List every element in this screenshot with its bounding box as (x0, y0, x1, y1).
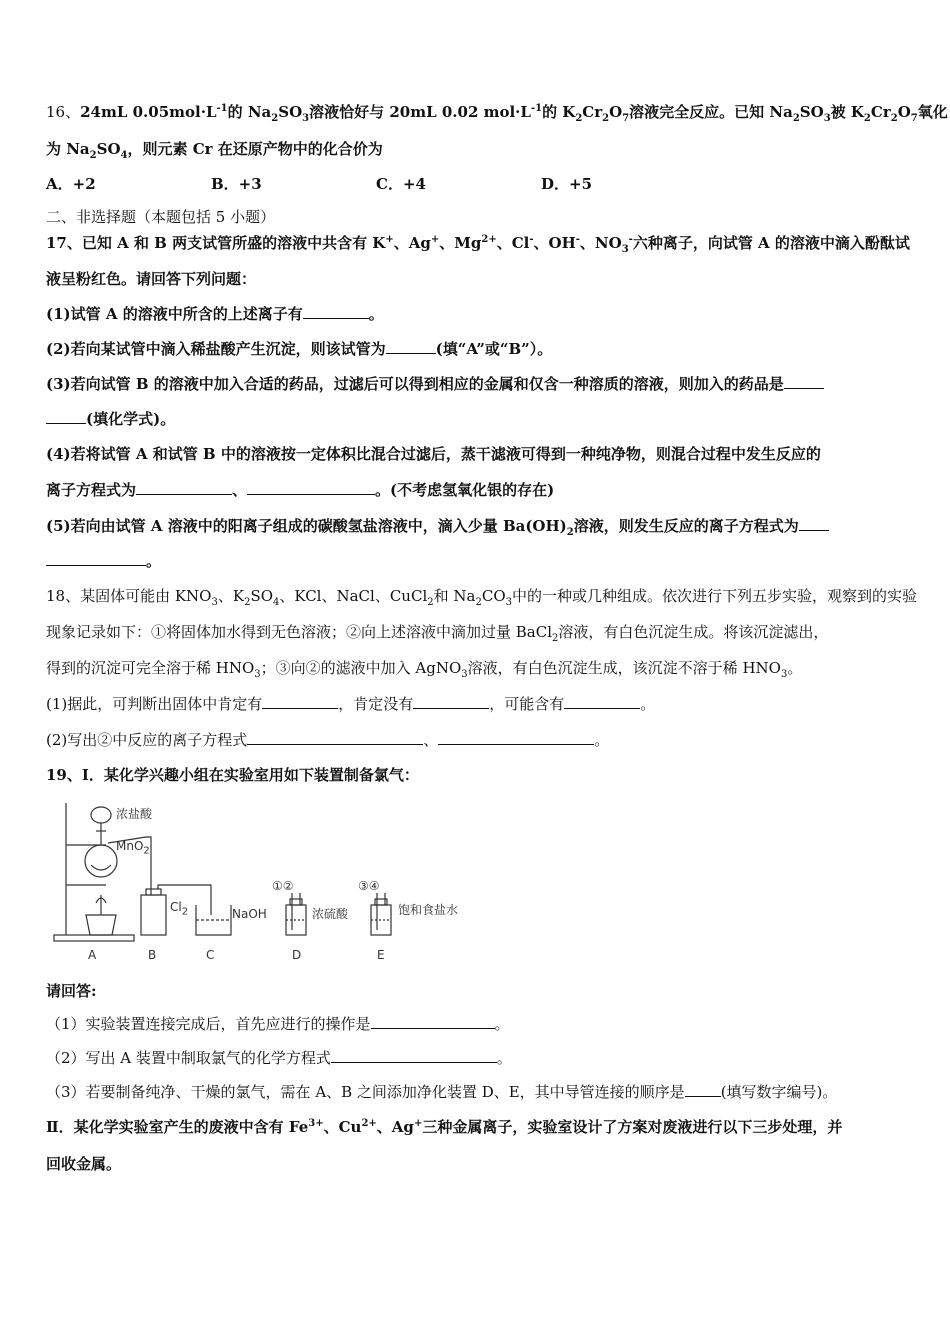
q18-line1: 18、某固体可能由 $KNO_3$、$K_2SO_4$、KCl、NaCl、CuCl$_2$和 $Na_2CO_3$中的一种或几种组成。依次进行下列五步实验，观察到的实验 (46, 587, 918, 608)
answer-blank[interactable] (262, 694, 338, 709)
q16-option-c: C．+4 (376, 175, 426, 193)
label-e-ports: ③④ (358, 879, 380, 893)
label-mno2: MnO$_2$ (116, 839, 150, 857)
q19-line1: 19、Ⅰ．某化学兴趣小组在实验室用如下装置制备氯气： (46, 766, 419, 784)
q17-part4-cont: 离子方程式为 、 。(不考虑氢氧化银的存在) (46, 481, 555, 499)
q17-part5: (5)若向由试管 A 溶液中的阳离子组成的碳酸氢盐溶液中，滴入少量 $Ba(OH)_2$溶液，则发生反应的离子方程式为 (46, 515, 906, 537)
q17-part2: (2)若向某试管中滴入稀盐酸产生沉淀，则该试管为 (填“A”或“B”）。 (46, 340, 553, 358)
label-a: A (88, 948, 97, 962)
q17-line1: 17、已知 A 和 B 两支试管所盛的溶液中共含有 K+、Ag+、$Mg^{2+}$、Cl-、OH-、$NO_3^-$六种离子，向试管 A 的溶液中滴入酚酞试 (46, 234, 910, 255)
label-cl2: $Cl_2$ (170, 900, 189, 918)
answer-blank[interactable] (438, 730, 594, 745)
answer-blank[interactable] (46, 551, 146, 566)
q19-ii-line2: 回收金属。 (46, 1155, 122, 1173)
answer-blank[interactable] (386, 339, 436, 354)
label-b: B (148, 948, 157, 962)
q19-ii-line1: Ⅱ．某化学实验室产生的废液中含有 $Fe^{3+}$、$Cu^{2+}$、Ag+三种金属离子，实验室设计了方案对废液进行以下三步处理，并 (46, 1118, 843, 1136)
q16-option-d: D．+5 (541, 175, 593, 193)
answer-blank[interactable] (46, 409, 86, 424)
answer-blank[interactable] (303, 304, 369, 319)
answer-blank[interactable] (799, 516, 829, 531)
section-heading: 二、非选择题（本题包括 5 小题） (46, 208, 276, 226)
answer-blank[interactable] (413, 694, 489, 709)
answer-blank[interactable] (247, 730, 423, 745)
answer-blank[interactable] (371, 1014, 495, 1029)
q19-part3: （3）若要制备纯净、干燥的氯气，需在 A、B 之间添加净化装置 D、E，其中导管连接的顺序是 (填写数字编号)。 (46, 1083, 838, 1101)
q17-part5-cont: 。 (46, 550, 906, 572)
label-d: D (292, 948, 302, 962)
label-d-ports: ①② (272, 879, 294, 893)
q17-part3-cont: (填化学式)。 (46, 408, 906, 430)
q16-option-b: B．+3 (211, 175, 262, 193)
q17-line2: 液呈粉红色。请回答下列问题： (46, 270, 257, 288)
q16-line1: 16、24mL $0.05mol\cdot L^{-1}$的 $Na_2SO_3$溶液恰好与 20mL 0.02 $mol\cdot L^{-1}$的 $K_2Cr_2O_7$溶液完全反应。已知 $Na_2SO_3$被 $K_2Cr_2O_7$氧化 (46, 103, 948, 124)
label-conc-h2so4: 浓硫酸 (312, 907, 349, 921)
q19-ask: 请回答: (46, 982, 97, 1000)
apparatus-figure (46, 795, 506, 970)
q18-line3: 得到的沉淀可完全溶于稀 $HNO_3$；③向②的滤液中加入 AgNO$_3$溶液，有白色沉淀生成，该沉淀不溶于稀 $HNO_3$。 (46, 659, 803, 680)
q18-part2: (2)写出②中反应的离子方程式 、 。 (46, 731, 610, 749)
q18-line2: 现象记录如下：①将固体加水得到无色溶液；②向上述溶液中滴加过量 BaCl$_2$溶液，有白色沉淀生成。将该沉淀滤出， (46, 623, 829, 644)
answer-blank[interactable] (247, 480, 375, 495)
label-c: C (206, 948, 215, 962)
answer-blank[interactable] (136, 480, 232, 495)
answer-blank[interactable] (331, 1048, 497, 1063)
q16-line2: 为 $Na_2SO_4$，则元素 Cr 在还原产物中的化合价为 (46, 140, 383, 161)
answer-blank[interactable] (784, 374, 824, 389)
q17-part1: (1)试管 A 的溶液中所含的上述离子有 。 (46, 305, 384, 323)
answer-blank[interactable] (564, 694, 640, 709)
q18-part1: (1)据此，可判断出固体中肯定有 ，肯定没有 ，可能含有 。 (46, 695, 656, 713)
q17-part4: (4)若将试管 A 和试管 B 中的溶液按一定体积比混合过滤后，蒸干滤液可得到一种纯净物，则混合过程中发生反应的 (46, 445, 821, 463)
label-brine: 饱和食盐水 (398, 903, 459, 917)
label-naoh: NaOH (232, 907, 267, 921)
q19-part1: （1）实验装置连接完成后，首先应进行的操作是 。 (46, 1015, 510, 1033)
q16-option-a: A．+2 (46, 175, 96, 193)
label-e: E (377, 948, 385, 962)
q17-part3: (3)若向试管 B 的溶液中加入合适的药品，过滤后可以得到相应的金属和仅含一种溶质的溶液，则加入的药品是 (46, 373, 906, 395)
label-conc-hcl: 浓盐酸 (116, 807, 153, 821)
answer-blank[interactable] (685, 1082, 721, 1097)
q19-part2: （2）写出 A 装置中制取氯气的化学方程式 。 (46, 1049, 512, 1067)
